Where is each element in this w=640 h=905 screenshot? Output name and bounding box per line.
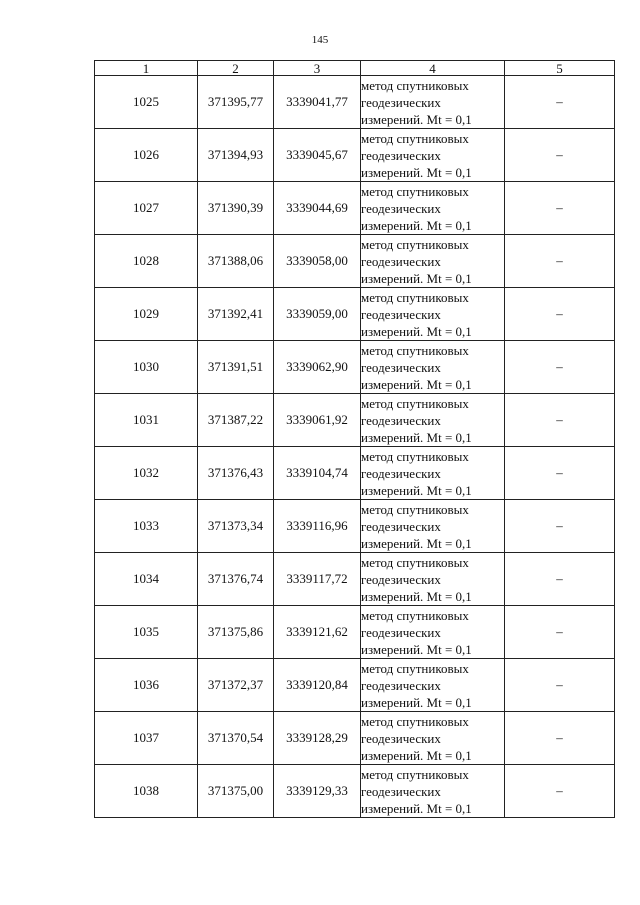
x-coordinate-cell: 371392,41 bbox=[198, 288, 274, 341]
x-coordinate-cell: 371370,54 bbox=[198, 712, 274, 765]
table-row bbox=[95, 394, 615, 447]
x-coordinate-cell: 371373,34 bbox=[198, 500, 274, 553]
note-dash: – bbox=[556, 518, 563, 533]
x-coordinate-cell: 371388,06 bbox=[198, 235, 274, 288]
point-number-cell: 1032 bbox=[95, 447, 198, 500]
method-line: метод спутниковых bbox=[361, 77, 469, 93]
method-line: измерений. Mt = 0,1 bbox=[361, 588, 472, 604]
table-row bbox=[95, 712, 615, 765]
method-cell bbox=[361, 182, 505, 235]
method-line: измерений. Mt = 0,1 bbox=[361, 111, 472, 127]
note-cell bbox=[505, 288, 615, 341]
method-line: метод спутниковых bbox=[361, 501, 469, 517]
y-coordinate-cell: 3339061,92 bbox=[274, 394, 361, 447]
table-row bbox=[95, 765, 615, 818]
method-line: измерений. Mt = 0,1 bbox=[361, 694, 472, 710]
table-body bbox=[95, 76, 615, 818]
point-number-cell: 1033 bbox=[95, 500, 198, 553]
method-cell bbox=[361, 288, 505, 341]
header-col-5: 5 bbox=[505, 61, 615, 76]
method-line: геодезических bbox=[361, 94, 441, 110]
method-line: измерений. Mt = 0,1 bbox=[361, 800, 472, 816]
method-cell bbox=[361, 394, 505, 447]
method-line: геодезических bbox=[361, 518, 441, 534]
note-cell bbox=[505, 606, 615, 659]
point-number-cell: 1026 bbox=[95, 129, 198, 182]
table-row bbox=[95, 447, 615, 500]
note-cell bbox=[505, 553, 615, 606]
note-cell bbox=[505, 341, 615, 394]
method-cell bbox=[361, 76, 505, 129]
y-coordinate-cell: 3339059,00 bbox=[274, 288, 361, 341]
table-row bbox=[95, 288, 615, 341]
header-col-1: 1 bbox=[95, 61, 198, 76]
note-dash: – bbox=[556, 677, 563, 692]
point-number-cell: 1038 bbox=[95, 765, 198, 818]
note-cell bbox=[505, 500, 615, 553]
method-line: геодезических bbox=[361, 677, 441, 693]
table-row bbox=[95, 553, 615, 606]
method-line: метод спутниковых bbox=[361, 713, 469, 729]
page-number: 145 bbox=[311, 34, 329, 46]
note-dash: – bbox=[556, 571, 563, 586]
note-cell bbox=[505, 394, 615, 447]
coordinates-table bbox=[94, 60, 615, 818]
table-row bbox=[95, 182, 615, 235]
point-number-cell: 1031 bbox=[95, 394, 198, 447]
table-row bbox=[95, 606, 615, 659]
method-line: измерений. Mt = 0,1 bbox=[361, 747, 472, 763]
header-col-2: 2 bbox=[198, 61, 274, 76]
method-cell bbox=[361, 500, 505, 553]
note-dash: – bbox=[556, 359, 563, 374]
x-coordinate-cell: 371391,51 bbox=[198, 341, 274, 394]
point-number-cell: 1030 bbox=[95, 341, 198, 394]
method-line: измерений. Mt = 0,1 bbox=[361, 641, 472, 657]
note-dash: – bbox=[556, 624, 563, 639]
method-line: измерений. Mt = 0,1 bbox=[361, 270, 472, 286]
point-number-cell: 1036 bbox=[95, 659, 198, 712]
method-line: метод спутниковых bbox=[361, 766, 469, 782]
method-line: геодезических bbox=[361, 571, 441, 587]
x-coordinate-cell: 371376,43 bbox=[198, 447, 274, 500]
y-coordinate-cell: 3339104,74 bbox=[274, 447, 361, 500]
header-col-4: 4 bbox=[361, 61, 505, 76]
note-cell bbox=[505, 659, 615, 712]
y-coordinate-cell: 3339116,96 bbox=[274, 500, 361, 553]
y-coordinate-cell: 3339041,77 bbox=[274, 76, 361, 129]
point-number-cell: 1035 bbox=[95, 606, 198, 659]
method-line: геодезических bbox=[361, 253, 441, 269]
note-cell bbox=[505, 235, 615, 288]
method-line: метод спутниковых bbox=[361, 183, 469, 199]
method-line: метод спутниковых bbox=[361, 236, 469, 252]
y-coordinate-cell: 3339120,84 bbox=[274, 659, 361, 712]
x-coordinate-cell: 371395,77 bbox=[198, 76, 274, 129]
method-line: измерений. Mt = 0,1 bbox=[361, 482, 472, 498]
method-line: геодезических bbox=[361, 147, 441, 163]
note-dash: – bbox=[556, 94, 563, 109]
method-line: метод спутниковых bbox=[361, 130, 469, 146]
method-line: метод спутниковых bbox=[361, 395, 469, 411]
note-cell bbox=[505, 76, 615, 129]
x-coordinate-cell: 371375,00 bbox=[198, 765, 274, 818]
x-coordinate-cell: 371394,93 bbox=[198, 129, 274, 182]
table-row bbox=[95, 76, 615, 129]
note-dash: – bbox=[556, 253, 563, 268]
method-line: измерений. Mt = 0,1 bbox=[361, 323, 472, 339]
x-coordinate-cell: 371372,37 bbox=[198, 659, 274, 712]
point-number-cell: 1025 bbox=[95, 76, 198, 129]
method-line: геодезических bbox=[361, 412, 441, 428]
method-line: измерений. Mt = 0,1 bbox=[361, 535, 472, 551]
table-row bbox=[95, 500, 615, 553]
table-row bbox=[95, 235, 615, 288]
method-line: геодезических bbox=[361, 783, 441, 799]
table-row bbox=[95, 129, 615, 182]
method-line: геодезических bbox=[361, 359, 441, 375]
method-line: геодезических bbox=[361, 465, 441, 481]
method-cell bbox=[361, 553, 505, 606]
method-cell bbox=[361, 659, 505, 712]
point-number-cell: 1027 bbox=[95, 182, 198, 235]
note-cell bbox=[505, 447, 615, 500]
point-number-cell: 1034 bbox=[95, 553, 198, 606]
y-coordinate-cell: 3339062,90 bbox=[274, 341, 361, 394]
x-coordinate-cell: 371390,39 bbox=[198, 182, 274, 235]
y-coordinate-cell: 3339058,00 bbox=[274, 235, 361, 288]
method-cell bbox=[361, 129, 505, 182]
x-coordinate-cell: 371387,22 bbox=[198, 394, 274, 447]
method-line: метод спутниковых bbox=[361, 448, 469, 464]
method-line: метод спутниковых bbox=[361, 289, 469, 305]
method-line: метод спутниковых bbox=[361, 607, 469, 623]
note-dash: – bbox=[556, 147, 563, 162]
note-cell bbox=[505, 712, 615, 765]
note-dash: – bbox=[556, 783, 563, 798]
method-cell bbox=[361, 341, 505, 394]
method-line: метод спутниковых bbox=[361, 554, 469, 570]
method-line: измерений. Mt = 0,1 bbox=[361, 164, 472, 180]
x-coordinate-cell: 371376,74 bbox=[198, 553, 274, 606]
table-header-row bbox=[95, 61, 615, 76]
method-cell bbox=[361, 712, 505, 765]
note-cell bbox=[505, 182, 615, 235]
method-cell bbox=[361, 235, 505, 288]
method-line: геодезических bbox=[361, 624, 441, 640]
method-cell bbox=[361, 447, 505, 500]
point-number-cell: 1028 bbox=[95, 235, 198, 288]
method-line: измерений. Mt = 0,1 bbox=[361, 217, 472, 233]
note-dash: – bbox=[556, 200, 563, 215]
header-col-3: 3 bbox=[274, 61, 361, 76]
note-dash: – bbox=[556, 465, 563, 480]
method-line: геодезических bbox=[361, 200, 441, 216]
y-coordinate-cell: 3339117,72 bbox=[274, 553, 361, 606]
table-row bbox=[95, 659, 615, 712]
method-line: геодезических bbox=[361, 306, 441, 322]
note-dash: – bbox=[556, 306, 563, 321]
y-coordinate-cell: 3339045,67 bbox=[274, 129, 361, 182]
point-number-cell: 1037 bbox=[95, 712, 198, 765]
method-line: геодезических bbox=[361, 730, 441, 746]
method-line: измерений. Mt = 0,1 bbox=[361, 376, 472, 392]
note-cell bbox=[505, 129, 615, 182]
y-coordinate-cell: 3339044,69 bbox=[274, 182, 361, 235]
y-coordinate-cell: 3339129,33 bbox=[274, 765, 361, 818]
method-cell bbox=[361, 765, 505, 818]
note-dash: – bbox=[556, 412, 563, 427]
y-coordinate-cell: 3339121,62 bbox=[274, 606, 361, 659]
method-line: метод спутниковых bbox=[361, 342, 469, 358]
y-coordinate-cell: 3339128,29 bbox=[274, 712, 361, 765]
table-row bbox=[95, 341, 615, 394]
note-cell bbox=[505, 765, 615, 818]
x-coordinate-cell: 371375,86 bbox=[198, 606, 274, 659]
method-cell bbox=[361, 606, 505, 659]
method-line: измерений. Mt = 0,1 bbox=[361, 429, 472, 445]
method-line: метод спутниковых bbox=[361, 660, 469, 676]
point-number-cell: 1029 bbox=[95, 288, 198, 341]
note-dash: – bbox=[556, 730, 563, 745]
